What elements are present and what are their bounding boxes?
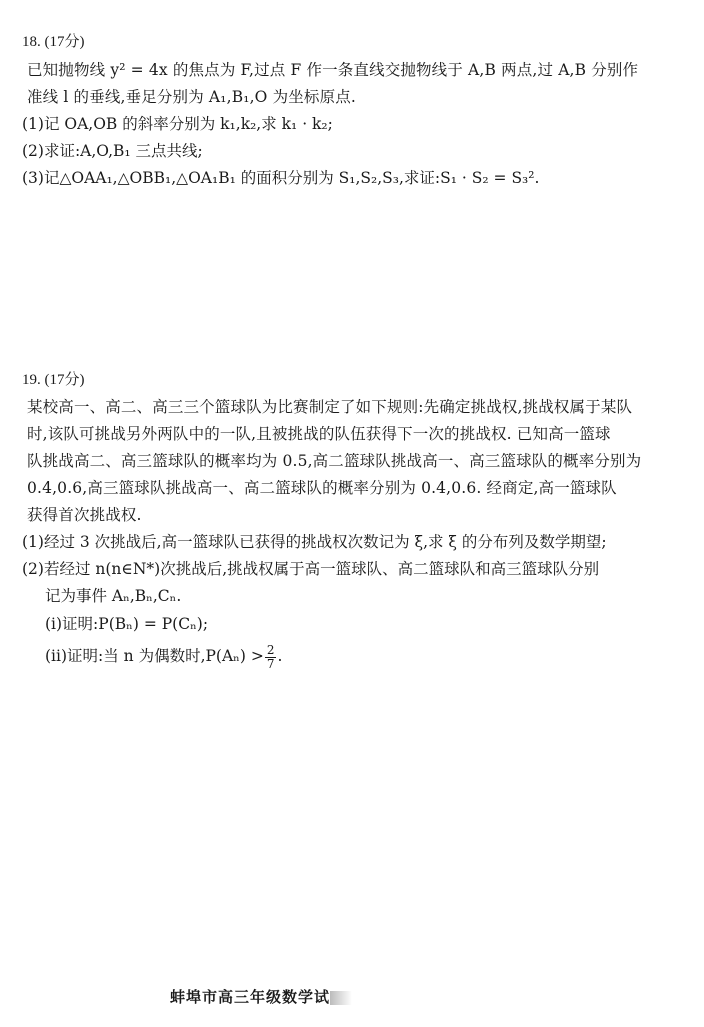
fraction-two-sevenths bbox=[265, 644, 277, 671]
part-2-ii-suffix: . bbox=[277, 647, 283, 665]
problem-18-number: 18. (17分) bbox=[22, 34, 85, 50]
problem-18-stem-line-1: 已知抛物线 y² = 4x 的焦点为 F,过点 F 作一条直线交抛物线于 A,B 两点,过 A,B 分别作 bbox=[27, 61, 639, 79]
problem-19-stem-line-5: 获得首次挑战权. bbox=[27, 506, 142, 524]
problem-19-part-2-ii bbox=[22, 642, 682, 671]
problem-18 bbox=[22, 32, 682, 192]
problem-19-stem-line-2: 时,该队可挑战另外两队中的一队,且被挑战的队伍获得下一次的挑战权. 已知高一篮球 bbox=[27, 425, 611, 443]
fraction-denominator: 7 bbox=[266, 656, 275, 671]
problem-19-stem-line-1: 某校高一、高二、高三三个篮球队为比赛制定了如下规则:先确定挑战权,挑战权属于某队 bbox=[27, 398, 633, 416]
problem-18-part-1: (1)记 OA,OB 的斜率分别为 k₁,k₂,求 k₁ · k₂; bbox=[22, 115, 333, 133]
problem-18-stem-line-2: 准线 l 的垂线,垂足分别为 A₁,B₁,O 为坐标原点. bbox=[27, 88, 356, 106]
footer-fade-decoration bbox=[330, 991, 352, 1005]
page-footer bbox=[170, 986, 352, 1007]
problem-18-part-2: (2)求证:A,O,B₁ 三点共线; bbox=[22, 142, 203, 160]
problem-19-part-1: (1)经过 3 次挑战后,高一篮球队已获得的挑战权次数记为 ξ,求 ξ 的分布列及数学期望; bbox=[22, 533, 607, 551]
problem-19-stem-line-4: 0.4,0.6,高三篮球队挑战高一、高二篮球队的概率分别为 0.4,0.6. 经商定,高一篮球队 bbox=[27, 479, 617, 497]
problem-18-part-3: (3)记△OAA₁,△OBB₁,△OA₁B₁ 的面积分别为 S₁,S₂,S₃,求证:S₁ · S₂ = S₃². bbox=[22, 169, 540, 187]
problem-19-stem-line-3: 队挑战高二、高三篮球队的概率均为 0.5,高二篮球队挑战高一、高三篮球队的概率分别为 bbox=[27, 452, 642, 470]
fraction-numerator: 2 bbox=[266, 642, 275, 657]
part-2-ii-prefix: (ii)证明:当 n 为偶数时,P(Aₙ) > bbox=[45, 647, 264, 665]
problem-19-number: 19. (17分) bbox=[22, 372, 85, 388]
problem-19-part-2-line-1: (2)若经过 n(n∈N*)次挑战后,挑战权属于高一篮球队、高二篮球队和高三篮球队分别 bbox=[22, 560, 600, 578]
problem-19-part-2-line-2: 记为事件 Aₙ,Bₙ,Cₙ. bbox=[45, 587, 182, 605]
problem-19-part-2-i: (i)证明:P(Bₙ) = P(Cₙ); bbox=[45, 615, 209, 633]
footer-text: 蚌埠市高三年级数学试 bbox=[170, 988, 331, 1006]
problem-19 bbox=[22, 370, 682, 671]
